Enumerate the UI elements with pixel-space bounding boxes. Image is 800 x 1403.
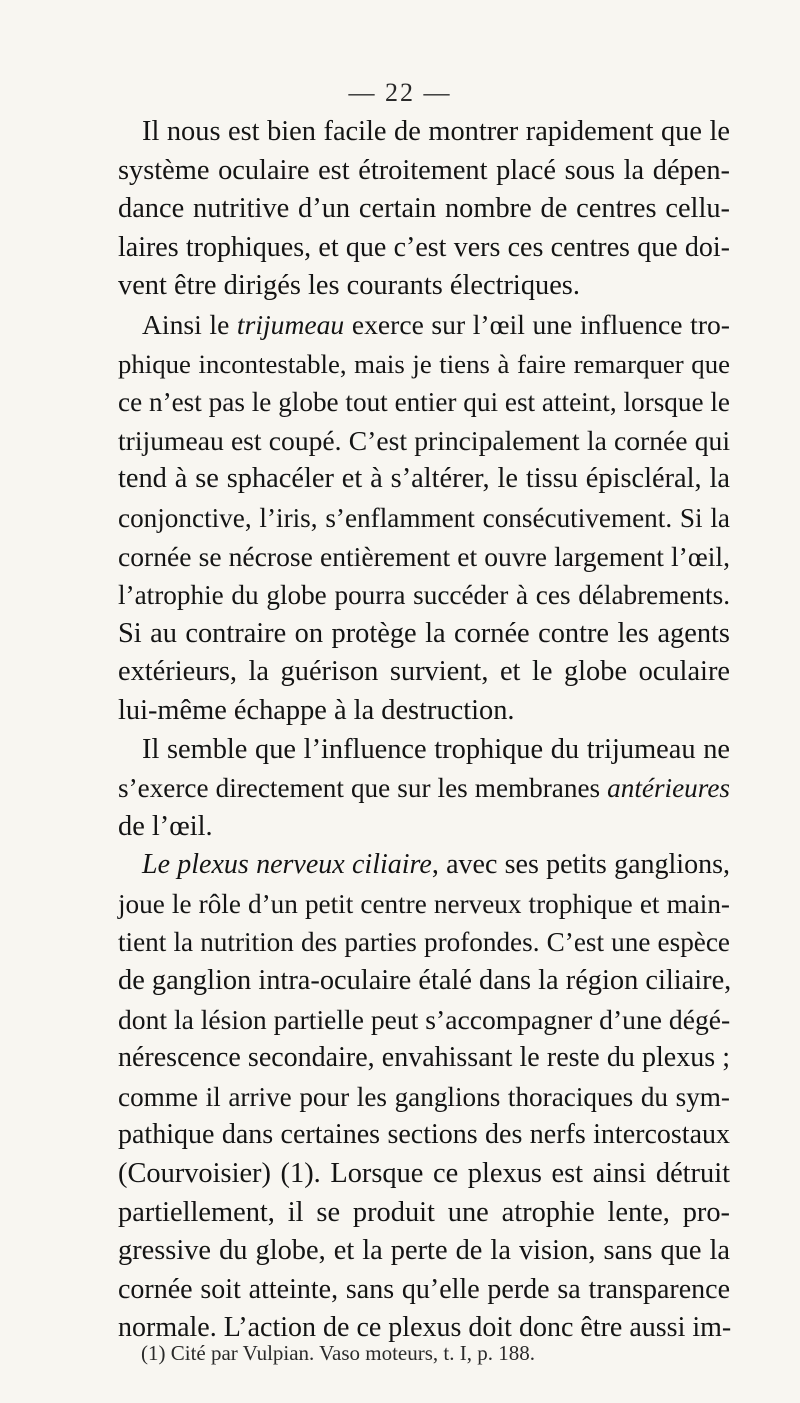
text-line: Si au contraire on protège la cornée contre les agents (118, 617, 730, 649)
text-line: cornée soit atteinte, sans qu’elle perde sa transparence (118, 1273, 730, 1305)
text-line: phique incontestable, mais je tiens à faire remarquer que (118, 348, 730, 379)
text-line (118, 846, 730, 885)
text-line: conjonctive, l’iris, s’enflamment consécutivement. Si la (118, 502, 730, 533)
text-line: dont la lésion partielle peut s’accompagner d’une dégé- (118, 1003, 731, 1035)
text-segment: , avec ses petits ganglions, (431, 849, 730, 881)
text-line (118, 306, 730, 345)
italic-term: Le plexus nerveux ciliaire (142, 849, 432, 881)
text-line: comme il arrive pour les ganglions thoraciques du sym- (118, 1081, 730, 1112)
text-line: de l’œil. (118, 810, 213, 842)
text-line: trijumeau est coupé. C’est principalement la cornée qui (118, 424, 730, 456)
text-line: joue le rôle d’un petit centre nerveux trophique et main- (118, 888, 730, 919)
text-line: extérieurs, la guérison survient, et le globe oculaire (118, 656, 730, 688)
text-line (118, 769, 730, 808)
text-line: cornée se nécrose entièrement et ouvre largement l’œil, (118, 540, 730, 572)
text-line: normale. L’action de ce plexus doit donc être aussi im- (118, 1312, 732, 1344)
text-line: partiellement, il se produit une atrophie lente, pro- (118, 1196, 730, 1228)
italic-term: trijumeau (236, 308, 345, 340)
text-segment: exerce sur l’œil une influence tro- (344, 308, 730, 340)
body-text (118, 113, 730, 1348)
text-line: l’atrophie du globe pourra succéder à ces délabrements. (118, 580, 730, 611)
text-line: dance nutritive d’un certain nombre de centres cellu- (118, 193, 730, 225)
text-line: (Courvoisier) (1). Lorsque ce plexus est ainsi détruit (118, 1158, 730, 1190)
text-line: de ganglion intra-oculaire étalé dans la région ciliaire, (118, 965, 732, 997)
text-line: système oculaire est étroitement placé sous la dépen- (118, 154, 730, 186)
text-line: tient la nutrition des parties profondes. C’est une espèce (118, 927, 730, 958)
text-line: nérescence secondaire, envahissant le reste du plexus ; (118, 1042, 730, 1074)
text-segment: Ainsi le (142, 308, 237, 340)
text-line: gressive du globe, et la perte de la vision, sans que la (118, 1235, 730, 1267)
text-line: pathique dans certaines sections des nerfs intercostaux (118, 1119, 730, 1151)
text-line: lui-même échappe à la destruction. (118, 694, 515, 726)
text-segment: s’exerce directement que sur les membranes (118, 773, 608, 804)
text-line: tend à se sphacéler et à s’altérer, le tissu épiscléral, la (118, 463, 730, 495)
page-number: — 22 — (348, 78, 452, 107)
text-line: ce n’est pas le globe tout entier qui est atteint, lorsque le (118, 387, 730, 418)
text-line: Il semble que l’influence trophique du trijumeau ne (142, 733, 730, 765)
italic-term: antérieures (607, 773, 730, 804)
text-line: laires trophiques, et que c’est vers ces centres que doi- (118, 231, 730, 263)
text-line: vent être dirigés les courants électriques. (118, 270, 580, 302)
text-line: Il nous est bien facile de montrer rapidement que le (142, 116, 730, 147)
footnote: (1) Cité par Vulpian. Vaso moteurs, t. I, p. 188. (141, 1341, 535, 1365)
